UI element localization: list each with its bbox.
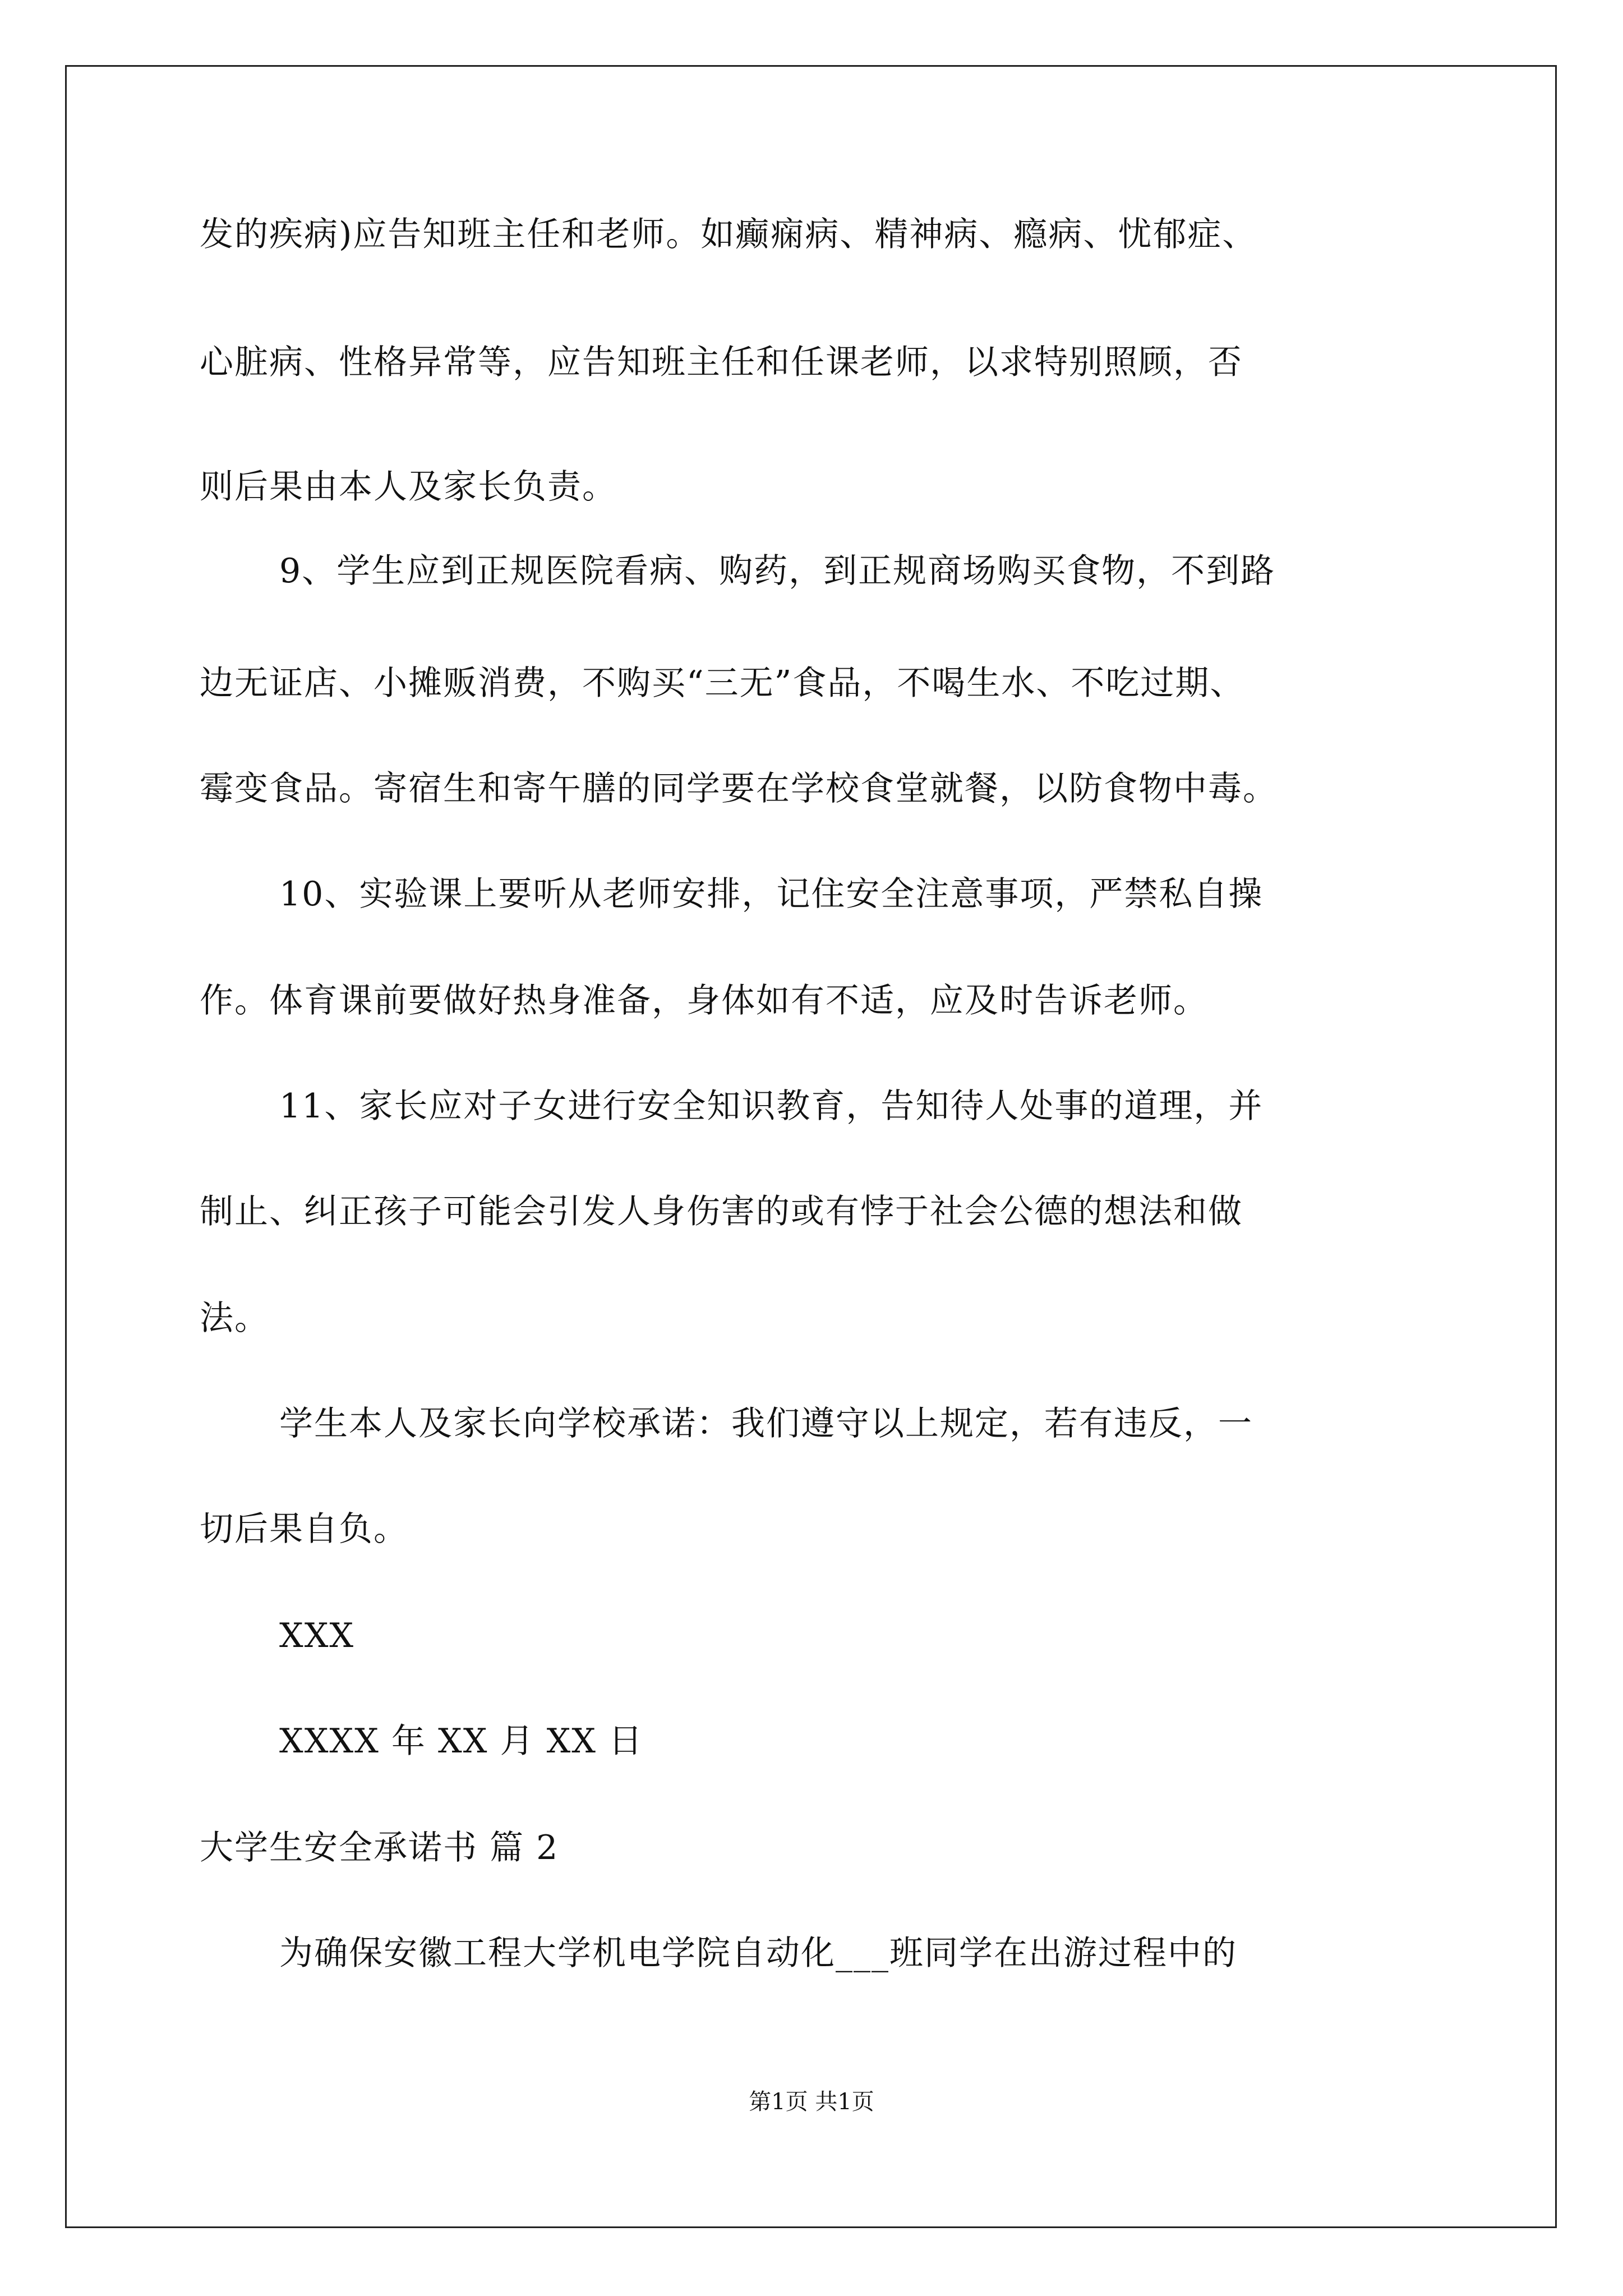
text-line: 9、学生应到正规医院看病、购药，到正规商场购买食物，不到路: [279, 551, 1276, 591]
text-line: 学生本人及家长向学校承诺：我们遵守以上规定，若有违反，一: [279, 1404, 1253, 1443]
text-line: 作。体育课前要做好热身准备，身体如有不适，应及时告诉老师。: [200, 981, 1208, 1020]
text-line: 11、家长应对子女进行安全知识教育，告知待人处事的道理，并: [279, 1087, 1264, 1126]
text-line: 则后果由本人及家长负责。: [200, 467, 617, 507]
text-line: 心脏病、性格异常等，应告知班主任和任课老师，以求特别照顾，否: [200, 343, 1243, 382]
signature-name: XXX: [279, 1616, 355, 1655]
page-footer: 第1页 共1页: [749, 2089, 874, 2115]
text-line: 10、实验课上要听从老师安排，记住安全注意事项，严禁私自操: [279, 875, 1264, 914]
text-line: 边无证店、小摊贩消费，不购买“三无”食品，不喝生水、不吃过期、: [200, 664, 1245, 703]
text-line: 发的疾病)应告知班主任和老师。如癫痫病、精神病、瘾病、忧郁症、: [200, 215, 1257, 254]
text-line: 霉变食品。寄宿生和寄午膳的同学要在学校食堂就餐，以防食物中毒。: [200, 769, 1278, 808]
signature-date: XXXX 年 XX 月 XX 日: [279, 1722, 644, 1761]
text-line: 为确保安徽工程大学机电学院自动化___班同学在出游过程中的: [279, 1934, 1237, 1973]
text-line: 切后果自负。: [200, 1510, 408, 1549]
section-heading: 大学生安全承诺书 篇 2: [200, 1828, 559, 1867]
page-border: [65, 65, 1557, 2228]
text-line: 法。: [200, 1299, 269, 1338]
text-line: 制止、纠正孩子可能会引发人身伤害的或有悖于社会公德的想法和做: [200, 1192, 1243, 1231]
